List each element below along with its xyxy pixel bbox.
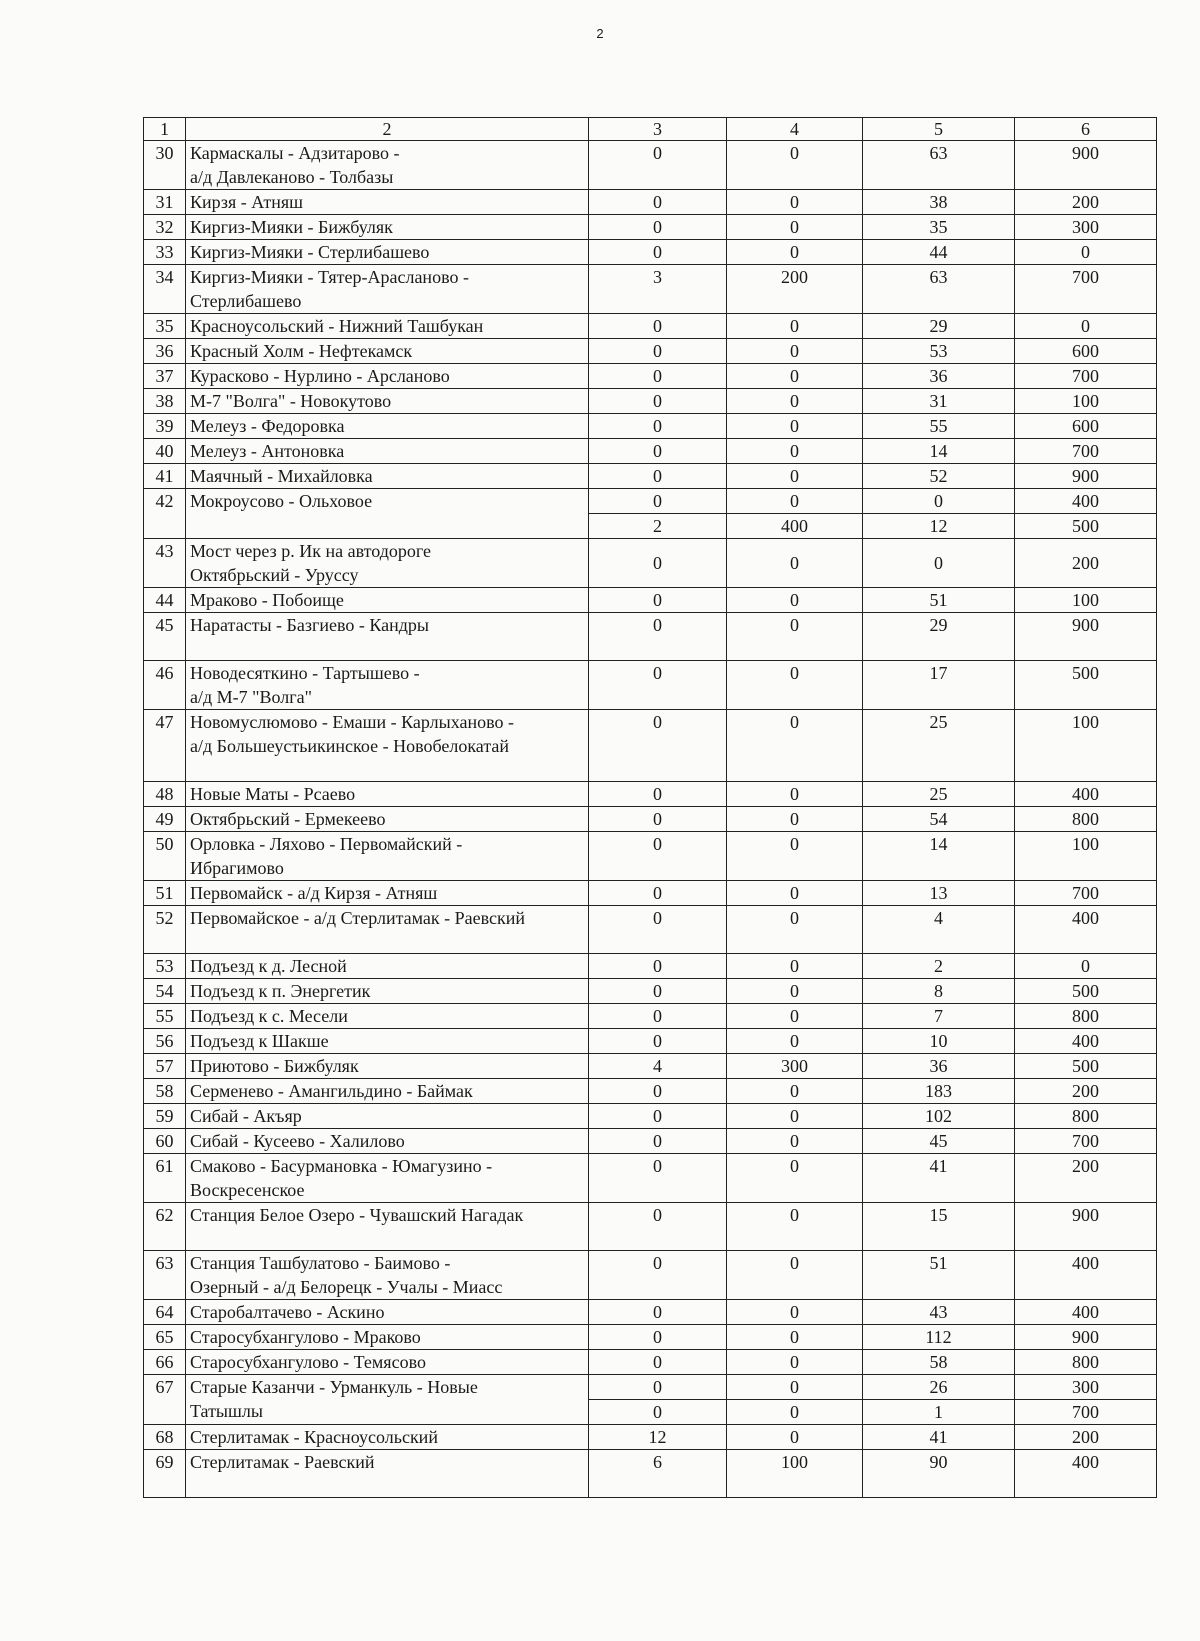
value-c4: 0 — [727, 339, 863, 364]
table-row — [144, 1004, 1157, 1029]
table-row — [144, 1129, 1157, 1154]
value-c4: 0 — [727, 782, 863, 807]
header-cell: 6 — [1015, 118, 1157, 141]
road-name: Киргиз-Мияки - Бижбуляк — [186, 215, 589, 240]
table-row — [144, 265, 1157, 314]
value-c6: 400 — [1015, 782, 1157, 807]
value-c5: 54 — [863, 807, 1015, 832]
table-row — [144, 710, 1157, 782]
row-number: 61 — [144, 1154, 186, 1203]
table-row — [144, 190, 1157, 215]
value-c5: 41 — [863, 1154, 1015, 1203]
value-c4: 0 — [727, 954, 863, 979]
value-c4: 0 — [727, 314, 863, 339]
table-row — [144, 1104, 1157, 1129]
row-number: 31 — [144, 190, 186, 215]
value-c3: 0 — [589, 464, 727, 489]
table-row — [144, 1154, 1157, 1203]
row-number: 36 — [144, 339, 186, 364]
table-row — [144, 489, 1157, 514]
row-number: 55 — [144, 1004, 186, 1029]
table-row — [144, 1029, 1157, 1054]
row-number: 50 — [144, 832, 186, 881]
value-c3: 0 — [589, 1004, 727, 1029]
value-c5: 17 — [863, 661, 1015, 710]
value-c4: 0 — [727, 215, 863, 240]
value-c5: 183 — [863, 1079, 1015, 1104]
road-name: Подъезд к п. Энергетик — [186, 979, 589, 1004]
value-c3: 0 — [589, 1029, 727, 1054]
value-c5: 25 — [863, 782, 1015, 807]
value-c3: 0 — [589, 1375, 727, 1400]
road-name: Сибай - Кусеево - Халилово — [186, 1129, 589, 1154]
value-c3: 0 — [589, 1400, 727, 1425]
row-number: 37 — [144, 364, 186, 389]
value-c5: 25 — [863, 710, 1015, 782]
value-c3: 0 — [589, 979, 727, 1004]
value-c6: 200 — [1015, 1154, 1157, 1203]
value-c5: 55 — [863, 414, 1015, 439]
value-c3: 0 — [589, 1300, 727, 1325]
row-number: 56 — [144, 1029, 186, 1054]
value-c3: 0 — [589, 832, 727, 881]
value-c3: 0 — [589, 141, 727, 190]
table-row — [144, 389, 1157, 414]
value-c3: 0 — [589, 1154, 727, 1203]
value-c5: 52 — [863, 464, 1015, 489]
value-c6: 200 — [1015, 1425, 1157, 1450]
value-c4: 0 — [727, 979, 863, 1004]
value-c4: 0 — [727, 240, 863, 265]
value-c6: 900 — [1015, 464, 1157, 489]
row-number: 49 — [144, 807, 186, 832]
table-row — [144, 807, 1157, 832]
table-row — [144, 539, 1157, 588]
row-number: 59 — [144, 1104, 186, 1129]
value-c4: 0 — [727, 710, 863, 782]
value-c3: 0 — [589, 389, 727, 414]
header-cell: 1 — [144, 118, 186, 141]
road-name: Старосубхангулово - Темясово — [186, 1350, 589, 1375]
value-c4: 0 — [727, 1004, 863, 1029]
value-c5: 2 — [863, 954, 1015, 979]
row-number: 69 — [144, 1450, 186, 1498]
value-c3: 0 — [589, 190, 727, 215]
row-number: 47 — [144, 710, 186, 782]
table-row — [144, 1350, 1157, 1375]
value-c4: 0 — [727, 1029, 863, 1054]
value-c4: 0 — [727, 906, 863, 954]
value-c3: 0 — [589, 661, 727, 710]
road-name: Кармаскалы - Адзитарово - а/д Давлеканово - Толбазы — [186, 141, 589, 190]
road-name: Стерлитамак - Раевский — [186, 1450, 589, 1498]
row-number: 64 — [144, 1300, 186, 1325]
row-number: 46 — [144, 661, 186, 710]
value-c3: 0 — [589, 588, 727, 613]
header-cell: 4 — [727, 118, 863, 141]
value-c4: 100 — [727, 1450, 863, 1498]
value-c5: 36 — [863, 364, 1015, 389]
value-c5: 102 — [863, 1104, 1015, 1129]
value-c6: 700 — [1015, 881, 1157, 906]
row-number: 62 — [144, 1203, 186, 1251]
value-c6: 300 — [1015, 215, 1157, 240]
row-number: 44 — [144, 588, 186, 613]
value-c5: 10 — [863, 1029, 1015, 1054]
value-c6: 100 — [1015, 710, 1157, 782]
value-c6: 200 — [1015, 190, 1157, 215]
value-c3: 0 — [589, 881, 727, 906]
value-c5: 7 — [863, 1004, 1015, 1029]
table-row — [144, 954, 1157, 979]
table-row — [144, 314, 1157, 339]
table-row — [144, 1425, 1157, 1450]
value-c4: 0 — [727, 588, 863, 613]
value-c4: 0 — [727, 464, 863, 489]
value-c3: 0 — [589, 364, 727, 389]
value-c5: 29 — [863, 314, 1015, 339]
road-name: Киргиз-Мияки - Тятер-Арасланово - Стерлибашево — [186, 265, 589, 314]
value-c3: 4 — [589, 1054, 727, 1079]
road-name: Наратасты - Базгиево - Кандры — [186, 613, 589, 661]
value-c3: 0 — [589, 240, 727, 265]
value-c4: 0 — [727, 190, 863, 215]
value-c5: 0 — [863, 539, 1015, 588]
value-c5: 41 — [863, 1425, 1015, 1450]
value-c5: 14 — [863, 832, 1015, 881]
road-name: Сибай - Акъяр — [186, 1104, 589, 1129]
value-c5: 12 — [863, 514, 1015, 539]
row-number: 34 — [144, 265, 186, 314]
value-c3: 0 — [589, 439, 727, 464]
value-c6: 300 — [1015, 1375, 1157, 1400]
value-c3: 0 — [589, 1079, 727, 1104]
value-c6: 200 — [1015, 1079, 1157, 1104]
road-name: Подъезд к с. Месели — [186, 1004, 589, 1029]
value-c3: 0 — [589, 1251, 727, 1300]
value-c3: 0 — [589, 489, 727, 514]
value-c4: 0 — [727, 141, 863, 190]
table-row — [144, 1375, 1157, 1400]
road-name: М-7 "Волга" - Новокутово — [186, 389, 589, 414]
row-number: 41 — [144, 464, 186, 489]
table-row — [144, 1203, 1157, 1251]
table-row — [144, 906, 1157, 954]
road-name: Мелеуз - Антоновка — [186, 439, 589, 464]
road-name: Станция Белое Озеро - Чувашский Нагадак — [186, 1203, 589, 1251]
value-c6: 500 — [1015, 1054, 1157, 1079]
road-name: Первомайск - а/д Кирзя - Атняш — [186, 881, 589, 906]
value-c6: 400 — [1015, 1251, 1157, 1300]
road-name: Мокроусово - Ольховое — [186, 489, 589, 539]
row-number: 53 — [144, 954, 186, 979]
table-row — [144, 782, 1157, 807]
road-name: Орловка - Ляхово - Первомайский - Ибрагимово — [186, 832, 589, 881]
row-number: 68 — [144, 1425, 186, 1450]
table-row — [144, 339, 1157, 364]
row-number: 45 — [144, 613, 186, 661]
value-c4: 0 — [727, 1300, 863, 1325]
row-number: 30 — [144, 141, 186, 190]
value-c6: 800 — [1015, 807, 1157, 832]
value-c6: 400 — [1015, 1450, 1157, 1498]
row-number: 43 — [144, 539, 186, 588]
value-c4: 0 — [727, 539, 863, 588]
table-row — [144, 464, 1157, 489]
value-c3: 0 — [589, 710, 727, 782]
table-row — [144, 979, 1157, 1004]
row-number: 65 — [144, 1325, 186, 1350]
value-c5: 8 — [863, 979, 1015, 1004]
value-c4: 0 — [727, 1079, 863, 1104]
row-number: 66 — [144, 1350, 186, 1375]
value-c4: 0 — [727, 1129, 863, 1154]
road-name: Курасково - Нурлино - Арсланово — [186, 364, 589, 389]
value-c5: 112 — [863, 1325, 1015, 1350]
road-name: Мелеуз - Федоровка — [186, 414, 589, 439]
value-c4: 0 — [727, 1375, 863, 1400]
value-c6: 500 — [1015, 661, 1157, 710]
value-c5: 45 — [863, 1129, 1015, 1154]
road-name: Маячный - Михайловка — [186, 464, 589, 489]
value-c6: 100 — [1015, 588, 1157, 613]
value-c6: 100 — [1015, 832, 1157, 881]
row-number: 63 — [144, 1251, 186, 1300]
value-c4: 300 — [727, 1054, 863, 1079]
row-number: 39 — [144, 414, 186, 439]
value-c3: 0 — [589, 339, 727, 364]
value-c3: 0 — [589, 1203, 727, 1251]
value-c3: 0 — [589, 1104, 727, 1129]
table-row — [144, 364, 1157, 389]
value-c5: 0 — [863, 489, 1015, 514]
value-c6: 700 — [1015, 1400, 1157, 1425]
table-row — [144, 414, 1157, 439]
table-row — [144, 439, 1157, 464]
row-number: 35 — [144, 314, 186, 339]
value-c5: 31 — [863, 389, 1015, 414]
road-name: Старые Казанчи - Урманкуль - Новые Татышлы — [186, 1375, 589, 1425]
row-number: 40 — [144, 439, 186, 464]
value-c4: 200 — [727, 265, 863, 314]
value-c5: 90 — [863, 1450, 1015, 1498]
row-number: 51 — [144, 881, 186, 906]
road-name: Станция Ташбулатово - Баимово - Озерный - а/д Белорецк - Учалы - Миасс — [186, 1251, 589, 1300]
table-row — [144, 661, 1157, 710]
value-c3: 0 — [589, 954, 727, 979]
road-name: Мост через р. Ик на автодороге Октябрьский - Уруссу — [186, 539, 589, 588]
value-c6: 800 — [1015, 1004, 1157, 1029]
value-c4: 400 — [727, 514, 863, 539]
value-c4: 0 — [727, 1425, 863, 1450]
table-row — [144, 1079, 1157, 1104]
road-name: Новодесяткино - Тартышево - а/д М-7 "Волга" — [186, 661, 589, 710]
value-c3: 0 — [589, 314, 727, 339]
road-name: Красный Холм - Нефтекамск — [186, 339, 589, 364]
value-c6: 100 — [1015, 389, 1157, 414]
value-c4: 0 — [727, 489, 863, 514]
table-row — [144, 588, 1157, 613]
row-number: 58 — [144, 1079, 186, 1104]
value-c4: 0 — [727, 1154, 863, 1203]
table-row — [144, 215, 1157, 240]
road-name: Серменево - Амангильдино - Баймак — [186, 1079, 589, 1104]
header-cell: 5 — [863, 118, 1015, 141]
value-c6: 200 — [1015, 539, 1157, 588]
value-c4: 0 — [727, 414, 863, 439]
table-row — [144, 1325, 1157, 1350]
road-name: Стерлитамак - Красноусольский — [186, 1425, 589, 1450]
value-c5: 63 — [863, 141, 1015, 190]
value-c4: 0 — [727, 1350, 863, 1375]
road-name: Мраково - Побоище — [186, 588, 589, 613]
row-number: 52 — [144, 906, 186, 954]
row-number: 67 — [144, 1375, 186, 1425]
row-number: 42 — [144, 489, 186, 539]
value-c3: 0 — [589, 1129, 727, 1154]
table-row — [144, 240, 1157, 265]
value-c6: 0 — [1015, 954, 1157, 979]
table-row — [144, 832, 1157, 881]
value-c6: 900 — [1015, 613, 1157, 661]
road-name: Старосубхангулово - Мраково — [186, 1325, 589, 1350]
page-number: 2 — [596, 26, 604, 41]
value-c5: 26 — [863, 1375, 1015, 1400]
row-number: 60 — [144, 1129, 186, 1154]
table-row — [144, 1054, 1157, 1079]
value-c4: 0 — [727, 364, 863, 389]
road-name: Подъезд к д. Лесной — [186, 954, 589, 979]
value-c6: 900 — [1015, 1325, 1157, 1350]
value-c5: 51 — [863, 1251, 1015, 1300]
value-c6: 400 — [1015, 906, 1157, 954]
value-c3: 0 — [589, 414, 727, 439]
roads-table-body — [144, 118, 1157, 1498]
road-name: Старобалтачево - Аскино — [186, 1300, 589, 1325]
value-c5: 38 — [863, 190, 1015, 215]
row-number: 57 — [144, 1054, 186, 1079]
value-c3: 6 — [589, 1450, 727, 1498]
value-c3: 0 — [589, 539, 727, 588]
value-c4: 0 — [727, 613, 863, 661]
value-c3: 2 — [589, 514, 727, 539]
value-c5: 63 — [863, 265, 1015, 314]
road-name: Подъезд к Шакше — [186, 1029, 589, 1054]
row-number: 48 — [144, 782, 186, 807]
table-header-row — [144, 118, 1157, 141]
road-name: Новые Маты - Рсаево — [186, 782, 589, 807]
value-c6: 400 — [1015, 1029, 1157, 1054]
value-c6: 500 — [1015, 979, 1157, 1004]
value-c3: 0 — [589, 807, 727, 832]
value-c6: 700 — [1015, 439, 1157, 464]
value-c6: 500 — [1015, 514, 1157, 539]
value-c5: 1 — [863, 1400, 1015, 1425]
value-c4: 0 — [727, 807, 863, 832]
value-c6: 0 — [1015, 314, 1157, 339]
value-c4: 0 — [727, 1325, 863, 1350]
value-c6: 900 — [1015, 141, 1157, 190]
table-row — [144, 1251, 1157, 1300]
row-number: 38 — [144, 389, 186, 414]
value-c4: 0 — [727, 881, 863, 906]
road-name: Красноусольский - Нижний Ташбукан — [186, 314, 589, 339]
value-c4: 0 — [727, 661, 863, 710]
table-row — [144, 1450, 1157, 1498]
value-c5: 35 — [863, 215, 1015, 240]
road-name: Новомуслюмово - Емаши - Карлыханово - а/д Большеустьикинское - Новобелокатай — [186, 710, 589, 782]
row-number: 33 — [144, 240, 186, 265]
value-c5: 51 — [863, 588, 1015, 613]
value-c4: 0 — [727, 1251, 863, 1300]
road-name: Октябрьский - Ермекеево — [186, 807, 589, 832]
value-c4: 0 — [727, 1104, 863, 1129]
value-c5: 15 — [863, 1203, 1015, 1251]
value-c6: 400 — [1015, 1300, 1157, 1325]
table-row — [144, 1300, 1157, 1325]
value-c6: 800 — [1015, 1350, 1157, 1375]
value-c3: 3 — [589, 265, 727, 314]
value-c4: 0 — [727, 439, 863, 464]
road-name: Кирзя - Атняш — [186, 190, 589, 215]
value-c5: 13 — [863, 881, 1015, 906]
value-c6: 400 — [1015, 489, 1157, 514]
row-number: 54 — [144, 979, 186, 1004]
roads-table — [143, 117, 1157, 1498]
value-c6: 700 — [1015, 364, 1157, 389]
road-name: Первомайское - а/д Стерлитамак - Раевский — [186, 906, 589, 954]
header-cell: 2 — [186, 118, 589, 141]
value-c6: 0 — [1015, 240, 1157, 265]
value-c4: 0 — [727, 389, 863, 414]
value-c6: 800 — [1015, 1104, 1157, 1129]
value-c4: 0 — [727, 1400, 863, 1425]
value-c5: 4 — [863, 906, 1015, 954]
value-c3: 0 — [589, 215, 727, 240]
value-c3: 12 — [589, 1425, 727, 1450]
value-c5: 29 — [863, 613, 1015, 661]
value-c6: 700 — [1015, 265, 1157, 314]
table-row — [144, 881, 1157, 906]
road-name: Киргиз-Мияки - Стерлибашево — [186, 240, 589, 265]
header-cell: 3 — [589, 118, 727, 141]
value-c4: 0 — [727, 832, 863, 881]
value-c5: 14 — [863, 439, 1015, 464]
road-name: Приютово - Бижбуляк — [186, 1054, 589, 1079]
value-c5: 58 — [863, 1350, 1015, 1375]
value-c5: 43 — [863, 1300, 1015, 1325]
value-c3: 0 — [589, 613, 727, 661]
road-name: Смаково - Басурмановка - Юмагузино - Воскресенское — [186, 1154, 589, 1203]
value-c4: 0 — [727, 1203, 863, 1251]
value-c6: 600 — [1015, 339, 1157, 364]
value-c6: 900 — [1015, 1203, 1157, 1251]
table-row — [144, 613, 1157, 661]
row-number: 32 — [144, 215, 186, 240]
table-row — [144, 141, 1157, 190]
value-c5: 44 — [863, 240, 1015, 265]
value-c5: 53 — [863, 339, 1015, 364]
value-c3: 0 — [589, 782, 727, 807]
value-c6: 700 — [1015, 1129, 1157, 1154]
value-c3: 0 — [589, 1350, 727, 1375]
value-c5: 36 — [863, 1054, 1015, 1079]
value-c6: 600 — [1015, 414, 1157, 439]
value-c3: 0 — [589, 906, 727, 954]
value-c3: 0 — [589, 1325, 727, 1350]
